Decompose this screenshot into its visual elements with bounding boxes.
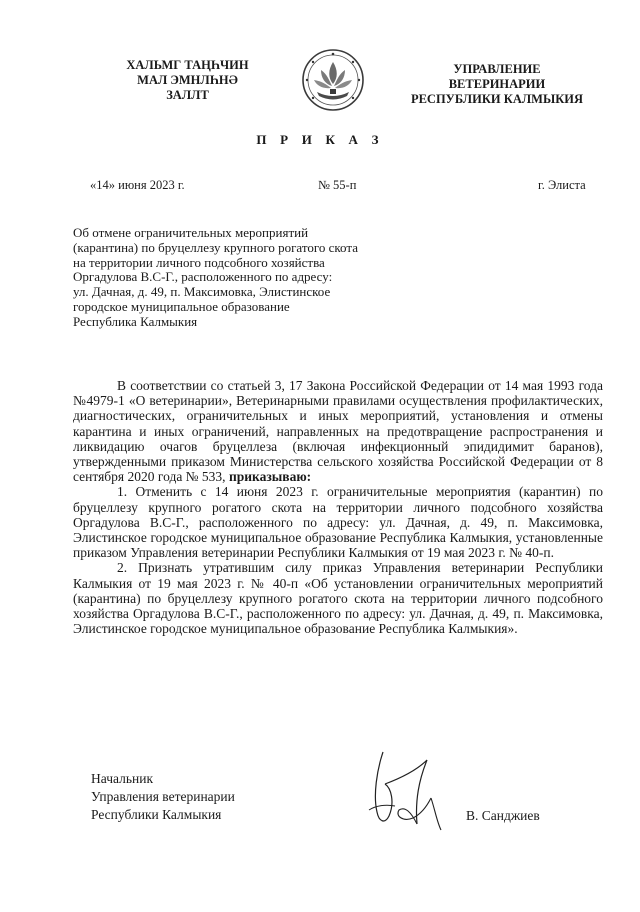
header-left-line-2: МАЛ ЭМНЛҺНӘ (137, 73, 238, 87)
document-city: г. Элиста (538, 178, 586, 192)
signatory-position (91, 770, 235, 824)
header-russian-title (392, 62, 602, 107)
subject-line: ул. Дачная, д. 49, п. Максимовка, Элистинское (73, 284, 331, 300)
signatory-line-2: Управления ветеринарии (91, 789, 235, 804)
signatory-name: В. Санджиев (466, 808, 540, 823)
header-right-line-2: ВЕТЕРИНАРИИ (448, 77, 546, 91)
order-item-1: 1. Отменить с 14 июня 2023 г. ограничительные мероприятия (карантин) по бруцеллезу крупного рогатого скота на территории личного подсобного хозяйства Оргадулова В.С-Г., расположенного по адресу: ул. Дачная, д. 49, п. Максимовка, Элистинское городское муниципальное образование Республика Калмыкия, установленные приказом Управления ветеринарии Республики Калмыкия от 19 мая 2023 г. № 40-п. (73, 484, 603, 561)
order-keyword: приказываю: (228, 469, 312, 485)
document-number: № 55-п (318, 178, 357, 192)
signatory-line-3: Республики Калмыкия (91, 807, 222, 822)
subject-line: Оргадулова В.С-Г., расположенного по адресу: (73, 269, 333, 285)
subject-line: городское муниципальное образование (73, 298, 290, 314)
preamble-text: В соответствии со статьей 3, 17 Закона Российской Федерации от 14 мая 1993 года №4979-1 «О ветеринарии», Ветеринарными правилами осуществления профилактических, диагностических, ограничительных и иных мероприятий, установления и отмены карантина и иных ограничений, направленных на предотвращение распространения и ликвидацию очагов бруцеллеза (включая инфекционный эпидидимит баранов), утвержденными приказом Министерства сельского хозяйства Российской Федерации от 8 сентября 2020 года № 533, (73, 378, 603, 485)
preamble-paragraph (73, 378, 603, 484)
document-date: «14» июня 2023 г. (90, 178, 185, 192)
document-type-title: П Р И К А З (256, 132, 384, 147)
header-right-line-1: УПРАВЛЕНИЕ (453, 62, 541, 76)
header-left-line-1: ХАЛЬМГ ТАҢҺЧИН (126, 58, 249, 72)
subject-line: (карантина) по бруцеллезу крупного рогатого скота (73, 239, 358, 255)
document-subject (73, 226, 403, 330)
order-item-2: 2. Признать утратившим силу приказ Управления ветеринарии Республики Калмыкия от 19 мая 2023 г. № 40-п «Об установлении ограничительных мероприятий (карантина) по бруцеллезу крупного рогатого скота на территории личного подсобного хозяйства Оргадулова В.С-Г., расположенного по адресу: ул. Дачная, д. 49, п. Максимовка, Элистинское городское муниципальное образование Республика Калмыкия». (73, 560, 603, 637)
subject-line: Республика Калмыкия (73, 313, 198, 329)
kalmykia-coat-of-arms-icon (301, 48, 365, 112)
header-left-line-3: ЗАЛЛТ (166, 88, 209, 102)
handwritten-signature (355, 740, 465, 840)
document-body (73, 378, 603, 636)
subject-line: на территории личного подсобного хозяйства (73, 254, 325, 270)
subject-line: Об отмене ограничительных мероприятий (73, 225, 309, 240)
signatory-line-1: Начальник (91, 771, 154, 786)
header-right-line-3: РЕСПУБЛИКИ КАЛМЫКИЯ (410, 92, 584, 106)
header-kalmyk-title (100, 58, 275, 103)
